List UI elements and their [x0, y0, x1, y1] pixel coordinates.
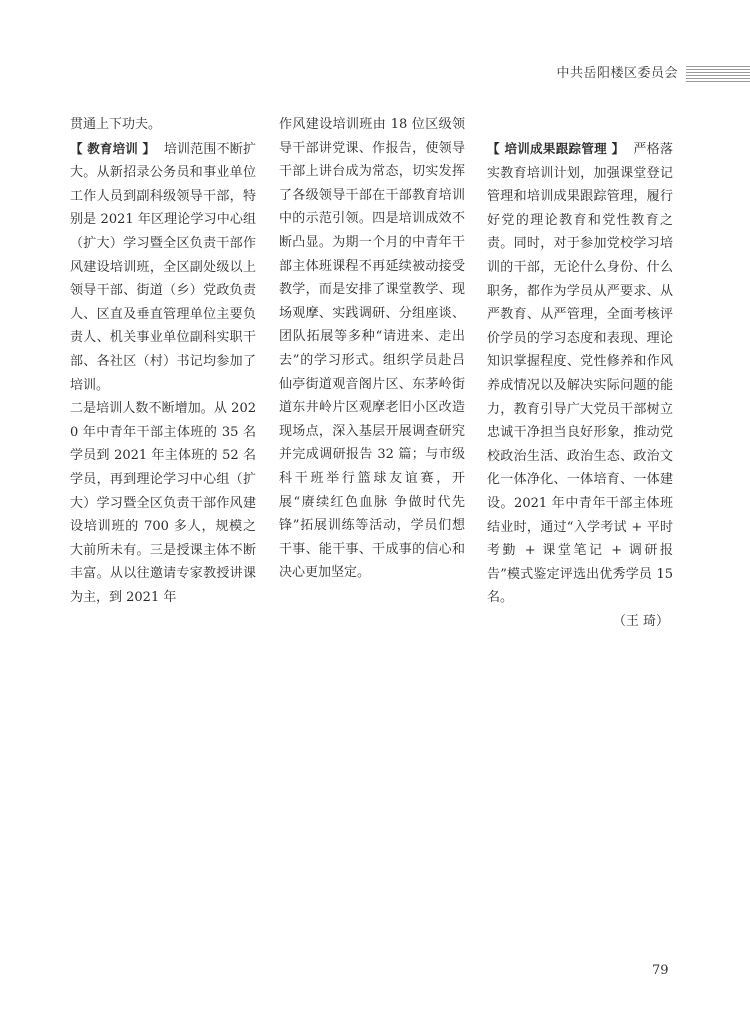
paragraph-training-tracking [487, 137, 673, 610]
text-column-1 [70, 113, 256, 609]
paragraph-body: 严格落实教育培训计划，加强课堂登记管理和培训成果跟踪管理，履行好党的理论教育和党性教育之责。同时，对于参加党校学习培训的干部，无论什么身份、什么职务，都作为学员从严要求、从严教育、从严管理，全面考核评价学员的学习态度和表现、理论知识掌握程度、党性修养和作风养成情况以及解决实际问题的能力，教育引导广大党员干部树立忠诚干净担当良好形象，推动党校政治生活、政治生态、政治文化一体净化、一体培育、一体建设。2021 年中青年干部主体班结业时，通过“入学考试 + 平时考勤 + 课堂笔记 + 调研报告”模式鉴定评选出优秀学员 15 名。 [487, 142, 673, 606]
author-signature: （王 琦） [612, 613, 669, 629]
section-heading: 【 教育培训 】 [70, 140, 156, 156]
text-column-3 [487, 137, 673, 633]
paragraph: 二是培训人数不断增加。从 2020 年中青年干部主体班的 35 名学员到 2021 年主体班的 52 名学员，再到理论学习中心组（扩大）学习暨全区负责干部作风建设培训班的 700 多人，规模之大前所未有。三是授课主体不断丰富。从以往邀请专家教授讲课为主，到 2021 年 [70, 401, 256, 605]
paragraph: 贯通上下功夫。 [70, 117, 162, 132]
running-header [0, 60, 750, 90]
section-heading: 【 培训成果跟踪管理 】 [487, 141, 625, 156]
paragraph-education-training [70, 137, 256, 398]
page-number: 79 [652, 963, 669, 978]
paragraph-body: 培训范围不断扩大。从新招录公务员和事业单位工作人员到副科级领导干部，特别是 2021 年区理论学习中心组（扩大）学习暨全区负责干部作风建设培训班，全区副处级以上领导干部、街道（乡）党政负责人、区直及垂直管理单位主要负责人、机关事业单位副科实职干部、各社区（村）书记均参加了培训。 [70, 141, 256, 393]
header-decoration-lines [686, 66, 750, 82]
text-column-2 [279, 113, 465, 585]
header-title: 中共岳阳楼区委员会 [556, 66, 678, 81]
paragraph: 作风建设培训班由 18 位区级领导干部讲党课、作报告，使领导干部上讲台成为常态，切实发挥了各级领导干部在干部教育培训中的示范引领。四是培训成效不断凸显。为期一个月的中青年干部主体班课程不再延续被动接受教学，而是安排了课堂教学、现场观摩、实践调研、分组座谈、团队拓展等多种“请进来、走出去”的学习形式。组织学员赴吕仙亭街道观音阁片区、东茅岭街道东井岭片区观摩老旧小区改造现场点，深入基层开展调查研究并完成调研报告 32 篇；与市级科干班举行篮球友谊赛，开展“赓续红色血脉 争做时代先锋”拓展训练等活动，学员们想干事、能干事、干成事的信心和决心更加坚定。 [279, 117, 465, 581]
